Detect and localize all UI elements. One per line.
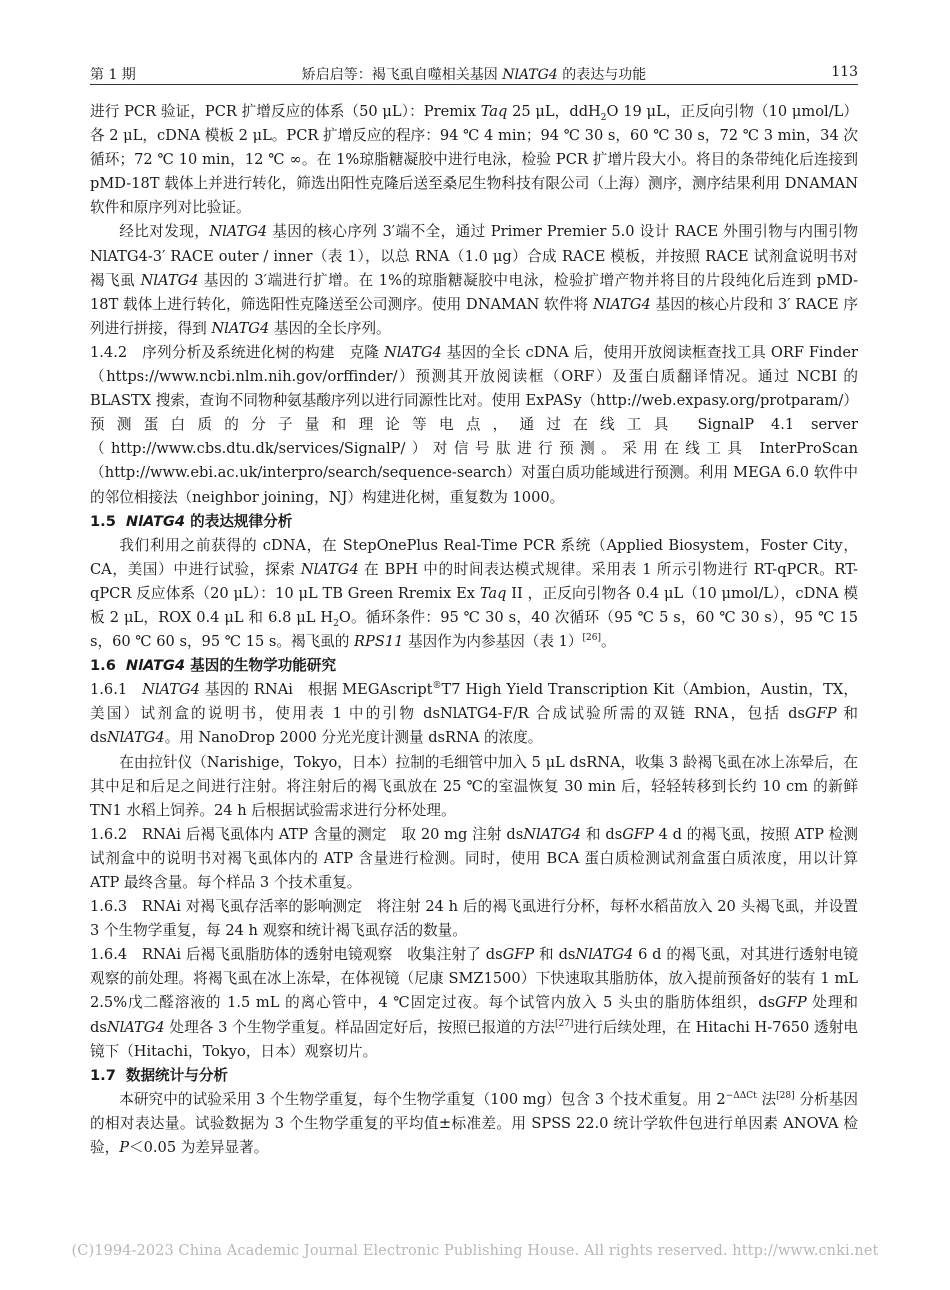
running-header (90, 62, 858, 85)
section-heading-1-5: 1.5 NlATG4 的表达规律分析 (90, 512, 293, 530)
paragraph-survival: 1.6.3 RNAi 对褐飞虱存活率的影响测定 将注射 24 h 后的褐飞虱进行分杯，每杯水稻苗放入 20 头褐飞虱，并设置 3 个生物学重复，每 24 h 观察和统计褐飞虱存活的数量。 (90, 898, 858, 940)
section-heading-1-6-1: 1.6.1 NlATG4 基因的 RNAi (90, 681, 293, 699)
article-body (90, 100, 858, 1160)
paragraph-tem: 1.6.4 RNAi 后褐飞虱脂肪体的透射电镜观察 收集注射了 dsGFP 和 dsNlATG4 6 d 的褐飞虱，对其进行透射电镜观察的前处理。将褐飞虱在冰上冻晕，在体视镜（尼康 SMZ1500）下快速取其脂肪体，放入提前预备好的装有 1 mL 2.5%戊二醛溶液的 1.5 mL 的离心管中，4 ℃固定过夜。每个试管内放入 5 头虫的脂肪体组织，dsGFP 处理和 dsNlATG4 处理各 3 个生物学重复。样品固定好后，按照已报道的方法[27]进行后续处理，在 Hitachi H-7650 透射电镜下（Hitachi，Tokyo，日本）观察切片。 (90, 946, 858, 1060)
copyright-footer: (C)1994-2023 China Academic Journal Electronic Publishing House. All rights reserved. http://www.cnki.net (71, 1243, 879, 1259)
page-number: 113 (831, 64, 858, 80)
section-heading-1-6-3: 1.6.3 RNAi 对褐飞虱存活率的影响测定 (90, 898, 362, 916)
paragraph-statistics: 本研究中的试验采用 3 个生物学重复，每个生物学重复（100 mg）包含 3 个技术重复。用 $2^{-\Delta\Delta Ct}$ 法[28] 分析基因的相对表达量。试验数据为 3 个生物学重复的平均值±标准差。用 SPSS 22.0 统计学软件包进行单因素 ANOVA 检验，P＜0.05 为差异显著。 (90, 1090, 859, 1157)
paragraph-expression: 我们利用之前获得的 cDNA，在 StepOnePlus Real-Time PCR 系统（Applied Biosystem，Foster City，CA，美国）中进行试验，探索 NlATG4 在 BPH 中的时间表达模式规律。采用表 1 所示引物进行 RT-qPCR。RT-qPCR 反应体系（20 μL）：10 μL TB Green Rremix Ex Taq II ，正反向引物各 0.4 μL（10 μmol/L），cDNA 模板 2 μL，ROX 0.4 μL 和 6.8 μL $H_2O$。循环条件：95 ℃ 30 s，40 次循环（95 ℃ 5 s，60 ℃ 30 s），95 ℃ 15 s，60 ℃ 60 s，95 ℃ 15 s。褐飞虱的 RPS11 基因作为内参基因（表 1）[26]。 (90, 536, 859, 651)
paragraph-injection: 在由拉针仪（Narishige，Tokyo，日本）拉制的毛细管中加入 5 μL dsRNA，收集 3 龄褐飞虱在冰上冻晕后，在其中足和后足之间进行注射。将注射后的褐飞虱放在 25 ℃的室温恢复 30 min 后，轻轻转移到长约 10 cm 的新鲜 TN1 水稻上饲养。24 h 后根据试验需求进行分杯处理。 (90, 753, 858, 819)
section-heading-1-6: 1.6 NlATG4 基因的生物学功能研究 (90, 657, 337, 675)
paragraph-atp: 1.6.2 RNAi 后褐飞虱体内 ATP 含量的测定 取 20 mg 注射 dsNlATG4 和 dsGFP 4 d 的褐飞虱，按照 ATP 检测试剂盒中的说明书对褐飞虱体内的 ATP 含量进行检测。同时，使用 BCA 蛋白质检测试剂盒蛋白质浓度，用以计算 ATP 最终含量。每个样品 3 个技术重复。 (90, 825, 859, 891)
section-heading-1-7: 1.7 数据统计与分析 (90, 1066, 229, 1084)
paragraph-sequence-analysis: 1.4.2 序列分析及系统进化树的构建 克隆 NlATG4 基因的全长 cDNA 后，使用开放阅读框查找工具 ORF Finder（https://www.ncbi.nlm.nih.gov/orffinder/）预测其开放阅读框（ORF）及蛋白质翻译情况。通过 NCBI 的 BLASTX 搜索，查询不同物种氨基酸序列以进行同源性比对。使用 ExPASy（http://web.expasy.org/protparam/）预测蛋白质的分子量和理论等电点，通过在线工具 SignalP 4.1 server（http://www.cbs.dtu.dk/services/SignalP/）对信号肽进行预测。采用在线工具 InterProScan（http://www.ebi.ac.uk/interpro/search/sequence-search）对蛋白质功能域进行预测。利用 MEGA 6.0 软件中的邻位相接法（neighbor joining，NJ）构建进化树，重复数为 1000。 (90, 343, 859, 506)
section-heading-1-4-2: 1.4.2 序列分析及系统进化树的构建 (90, 343, 335, 361)
paragraph-race: 经比对发现，NlATG4 基因的核心序列 3′端不全，通过 Primer Premier 5.0 设计 RACE 外围引物与内围引物 NlATG4-3′ RACE outer / inner（表 1），以总 RNA（1.0 μg）合成 RACE 模板，并按照 RACE 试剂盒说明书对褐飞虱 NlATG4 基因的 3′端进行扩增。在 1%的琼脂糖凝胶中电泳，检验扩增产物并将目的片段纯化后连到 pMD-18T 载体上进行转化，筛选阳性克隆送至公司测序。使用 DNAMAN 软件将 NlATG4 基因的核心片段和 3′ RACE 序列进行拼接，得到 NlATG4 基因的全长序列。 (90, 223, 858, 337)
issue-number: 第 1 期 (90, 67, 136, 83)
running-title: 矫启启等：褐飞虱自噬相关基因 NlATG4 的表达与功能 (301, 67, 647, 83)
section-heading-1-6-4: 1.6.4 RNAi 后褐飞虱脂肪体的透射电镜观察 (90, 946, 393, 964)
paragraph-rnai: 1.6.1 NlATG4 基因的 RNAi 根据 MEGAscript®T7 High Yield Transcription Kit（Ambion，Austin，TX，美国）试剂盒的说明书，使用表 1 中的引物 dsNlATG4-F/R 合成试验所需的双链 RNA，包括 dsGFP 和 dsNlATG4。用 NanoDrop 2000 分光光度计测量 dsRNA 的浓度。 (90, 681, 858, 747)
paragraph-pcr-verification: 进行 PCR 验证，PCR 扩增反应的体系（50 μL）：Premix Taq 25 μL，ddH$_2$O 19 μL，正反向引物（10 μmol/L）各 2 μL，cDNA 模板 2 μL。PCR 扩增反应的程序：94 ℃ 4 min；94 ℃ 30 s，60 ℃ 30 s，72 ℃ 3 min，34 次循环；72 ℃ 10 min，12 ℃ ∞。在 1%琼脂糖凝胶中进行电泳，检验 PCR 扩增片段大小。将目的条带纯化后连接到 pMD-18T 载体上并进行转化，筛选出阳性克隆后送至桑尼生物科技有限公司（上海）测序，测序结果利用 DNAMAN 软件和原序列对比验证。 (90, 103, 858, 217)
section-heading-1-6-2: 1.6.2 RNAi 后褐飞虱体内 ATP 含量的测定 (90, 825, 387, 843)
